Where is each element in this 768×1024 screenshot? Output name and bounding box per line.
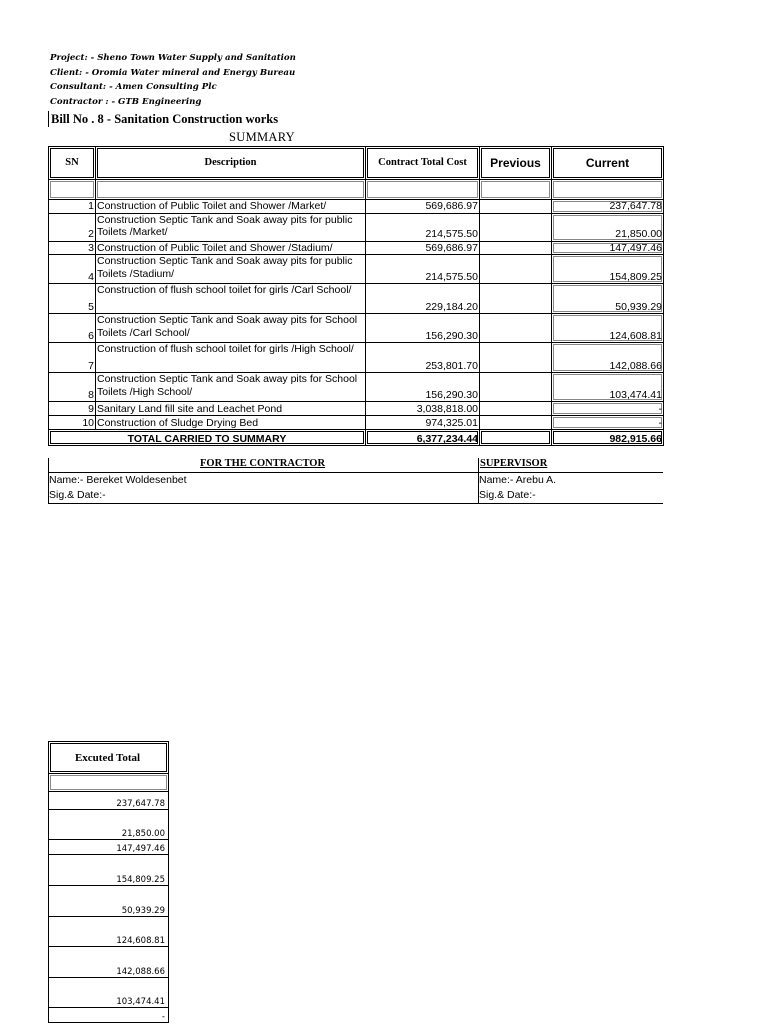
contractor-sign-title: FOR THE CONTRACTOR [200,458,326,469]
row-sn: 6 [49,314,96,343]
table-row [49,343,664,373]
row-description: Construction of Public Toilet and Shower /Stadium/ [96,241,366,255]
row-current: 103,474.41 [552,373,664,402]
table-row [49,314,664,343]
supervisor-sign-title: SUPERVISOR [480,458,548,469]
blank-cell [480,180,552,200]
executed-total-header: Excuted Total [49,742,169,774]
row-previous [480,343,552,373]
row-contract-total: 3,038,818.00 [366,402,480,416]
executed-value: 147,497.46 [49,840,169,855]
executed-row [49,947,169,978]
executed-value: 237,647.78 [49,792,169,810]
executed-value: 50,939.29 [49,886,169,917]
row-sn: 8 [49,373,96,402]
col-contract-total: Contract Total Cost [366,147,480,180]
row-contract-total: 156,290.30 [366,314,480,343]
summary-title: SUMMARY [229,130,296,144]
row-sn: 3 [49,241,96,255]
row-description: Construction of flush school toilet for girls /Carl School/ [96,284,366,314]
col-description: Description [96,147,366,180]
executed-row [49,1008,169,1023]
row-contract-total: 214,575.50 [366,213,480,241]
total-current: 982,915.66 [552,430,664,446]
row-contract-total: 229,184.20 [366,284,480,314]
row-sn: 4 [49,255,96,284]
row-sn: 2 [49,213,96,241]
total-row [49,430,664,446]
table-header-row [49,147,664,180]
blank-cell [366,180,480,200]
total-previous [480,430,552,446]
executed-value: - [49,1008,169,1023]
executed-total-table [48,741,169,1023]
row-current: 50,939.29 [552,284,664,314]
col-previous: Previous [480,147,552,180]
project-line: Project: - Sheno Town Water Supply and Sanitation [50,53,296,63]
summary-table [48,146,664,446]
row-current: 124,608.81 [552,314,664,343]
executed-value: 142,088.66 [49,947,169,978]
col-sn: SN [49,147,96,180]
sign-bottom-line [48,503,663,504]
row-sn: 10 [49,416,96,430]
table-row [49,200,664,214]
blank-row [49,180,664,200]
blank-cell [96,180,366,200]
bill-title: Bill No . 8 - Sanitation Construction works [48,111,278,127]
contractor-signature-date: Sig.& Date:- [49,489,106,501]
row-description: Sanitary Land fill site and Leachet Pond [96,402,366,416]
total-label: TOTAL CARRIED TO SUMMARY [49,430,366,446]
executed-row [49,840,169,855]
table-row [49,416,664,430]
blank-cell [49,180,96,200]
row-current: 21,850.00 [552,213,664,241]
executed-value: 21,850.00 [49,810,169,840]
executed-row [49,917,169,947]
row-current: 237,647.78 [552,200,664,214]
table-row [49,241,664,255]
blank-cell [552,180,664,200]
row-previous [480,213,552,241]
executed-value: 154,809.25 [49,855,169,886]
row-previous [480,314,552,343]
row-contract-total: 569,686.97 [366,241,480,255]
row-description: Construction Septic Tank and Soak away pits for public Toilets /Stadium/ [96,255,366,284]
row-description: Construction Septic Tank and Soak away pits for public Toilets /Market/ [96,213,366,241]
supervisor-signature-date: Sig.& Date:- [479,489,536,501]
row-previous [480,416,552,430]
executed-row [49,978,169,1008]
executed-row [49,855,169,886]
row-contract-total: 253,801.70 [366,343,480,373]
row-previous [480,284,552,314]
row-previous [480,402,552,416]
row-sn: 9 [49,402,96,416]
table-row [49,373,664,402]
row-previous [480,255,552,284]
row-contract-total: 974,325.01 [366,416,480,430]
supervisor-name: Name:- Arebu A. [479,474,557,486]
client-line: Client: - Oromia Water mineral and Energy Bureau [50,68,296,78]
executed-value: 124,608.81 [49,917,169,947]
consultant-line: Consultant: - Amen Consulting Plc [50,82,217,92]
table-row [49,284,664,314]
row-current: 154,809.25 [552,255,664,284]
row-contract-total: 569,686.97 [366,200,480,214]
row-description: Construction of Sludge Drying Bed [96,416,366,430]
row-sn: 5 [49,284,96,314]
row-sn: 7 [49,343,96,373]
contractor-name: Name:- Bereket Woldesenbet [49,474,187,486]
row-current: 147,497.46 [552,241,664,255]
executed-blank-cell [49,774,169,792]
executed-row [49,886,169,917]
table-row [49,255,664,284]
table-row [49,402,664,416]
row-description: Construction Septic Tank and Soak away pits for School Toilets /High School/ [96,373,366,402]
contractor-line: Contractor : - GTB Engineering [50,97,202,107]
row-current: - [552,416,664,430]
row-description: Construction of Public Toilet and Shower /Market/ [96,200,366,214]
row-previous [480,373,552,402]
row-previous [480,241,552,255]
row-contract-total: 214,575.50 [366,255,480,284]
row-previous [480,200,552,214]
table-row [49,213,664,241]
executed-row [49,810,169,840]
row-sn: 1 [49,200,96,214]
executed-row [49,792,169,810]
row-description: Construction Septic Tank and Soak away pits for School Toilets /Carl School/ [96,314,366,343]
total-contract: 6,377,234.44 [366,430,480,446]
row-description: Construction of flush school toilet for girls /High School/ [96,343,366,373]
col-current: Current [552,147,664,180]
row-contract-total: 156,290.30 [366,373,480,402]
row-current: - [552,402,664,416]
executed-value: 103,474.41 [49,978,169,1008]
row-current: 142,088.66 [552,343,664,373]
